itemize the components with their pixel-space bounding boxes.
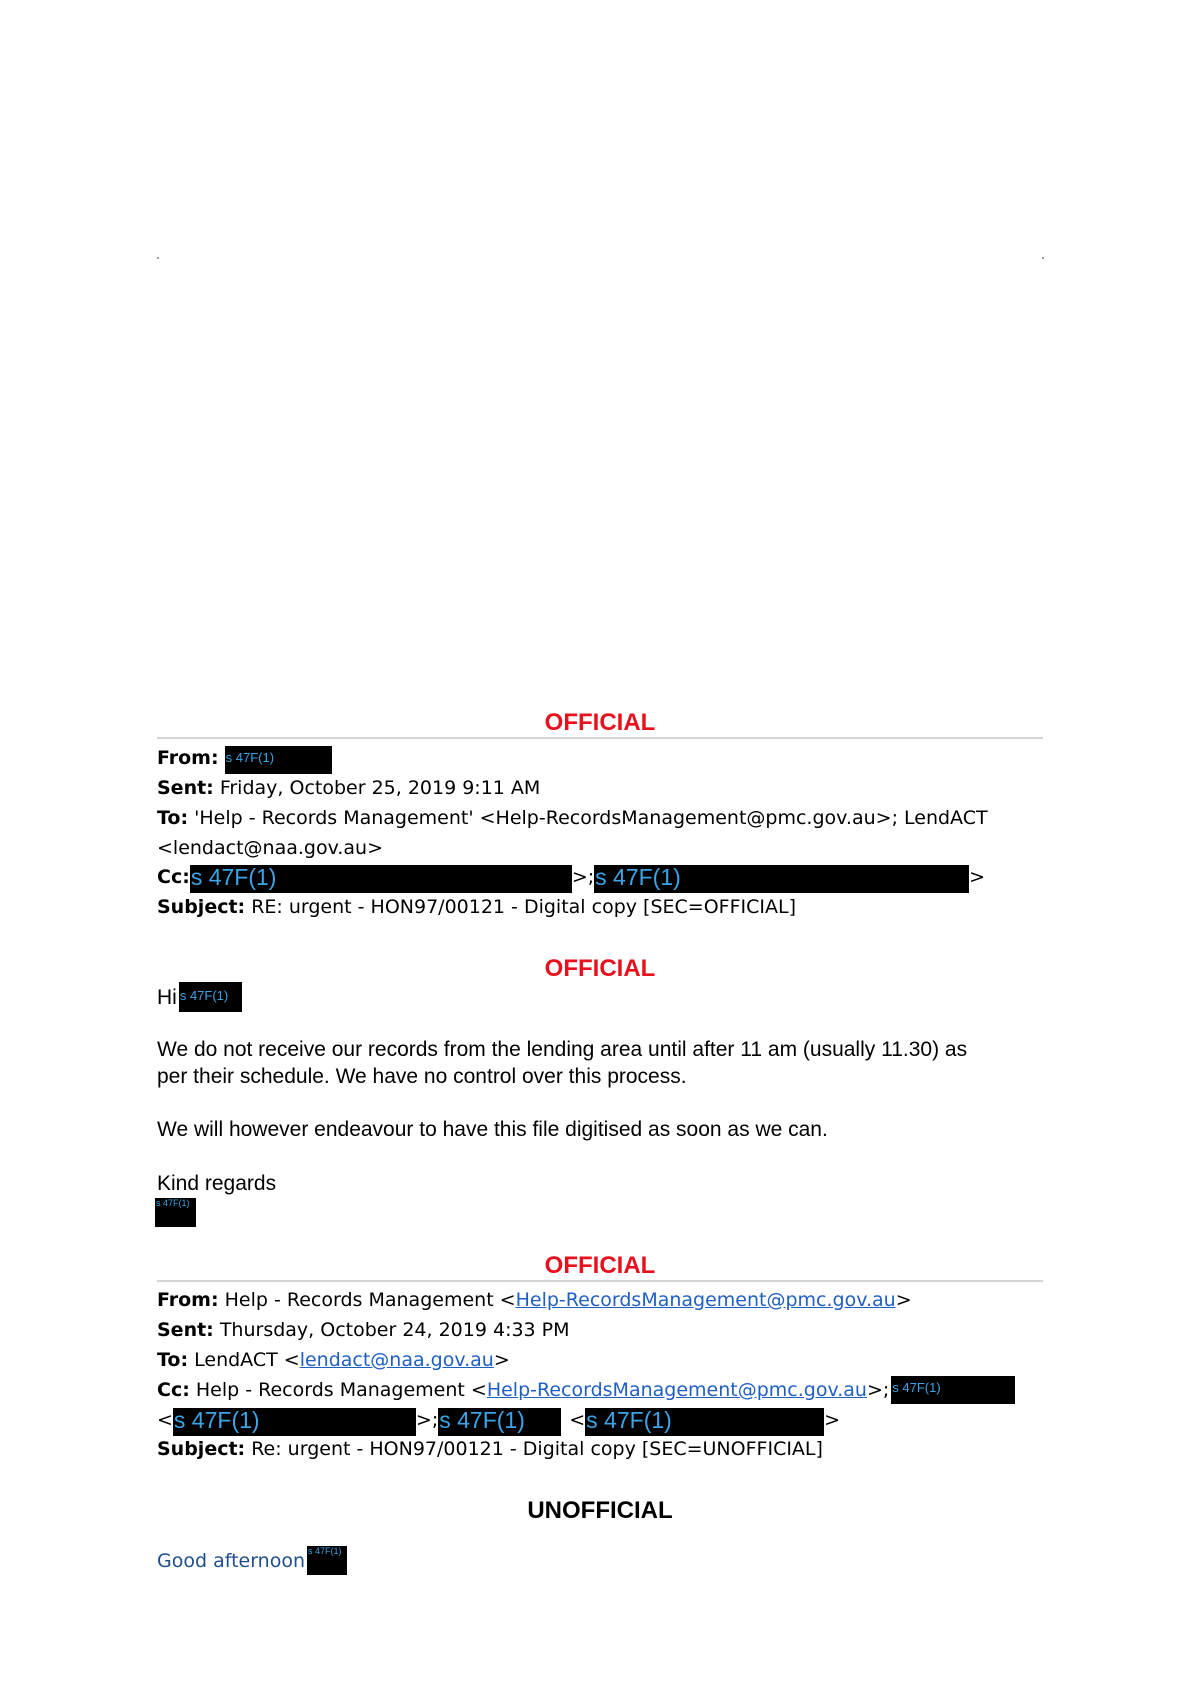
to-label: To: [157,1349,189,1371]
from-label: From: [157,1289,219,1311]
greeting-line-2 [157,1546,347,1579]
email1-to-row [157,806,988,830]
subject-label: Subject: [157,1438,246,1460]
redaction-box: s 47F(1) [438,1408,561,1436]
greeting: Good afternoon [157,1550,306,1572]
email2-subject-row [157,1437,823,1461]
email2-to-row: To: LendACT <lendact@naa.gov.au> [157,1349,510,1371]
redaction-box: s 47F(1) [190,865,572,893]
message-paragraph [157,1036,967,1090]
sent-label: Sent: [157,777,214,799]
subject-value: RE: urgent - HON97/00121 - Digital copy [SEC=OFFICIAL] [251,896,796,918]
cc-label: Cc: [157,866,190,888]
greeting: Hi [157,986,177,1009]
email2-cc-row-continued: < s 47F(1) >; s 47F(1) < s 47F(1) > [157,1408,840,1436]
to-name: LendACT < [194,1349,300,1371]
cc-separator: >; [571,866,595,888]
email1-from-row [157,746,332,774]
email1-subject-row [157,895,796,919]
paragraph-line: We will however endeavour to have this file digitised as soon as we can. [157,1118,828,1141]
message-paragraph [157,1116,828,1143]
subject-value: Re: urgent - HON97/00121 - Digital copy [SEC=UNOFFICIAL] [251,1438,823,1460]
email1-to-row-continued [157,836,383,860]
signature-redaction [155,1198,196,1227]
sent-value: Thursday, October 24, 2019 4:33 PM [219,1319,570,1341]
security-marking-official: OFFICIAL [544,709,656,736]
page-corner-mark-left [157,257,159,259]
redaction-box: s 47F(1) [225,746,332,774]
security-marking-official: OFFICIAL [544,955,656,982]
cc-label: Cc: [157,1379,190,1401]
sent-label: Sent: [157,1319,214,1341]
greeting-line [157,984,242,1014]
security-marking-official: OFFICIAL [544,1252,656,1279]
redaction-box: s 47F(1) [173,1408,416,1436]
page-corner-mark-right [1042,257,1044,259]
paragraph-line: per their schedule. We have no control over this process. [157,1065,687,1088]
sent-value: Friday, October 25, 2019 9:11 AM [219,777,541,799]
redaction-box: s 47F(1) [307,1546,347,1575]
subject-label: Subject: [157,896,246,918]
email2-cc-row: Cc: Help - Records Management <Help-RecordsManagement@pmc.gov.au>; s 47F(1) [157,1378,1015,1406]
from-label: From: [157,747,219,769]
from-name: Help - Records Management < [224,1289,516,1311]
header-divider [157,737,1043,739]
email1-sent-row [157,776,540,800]
signoff: Kind regards [157,1172,277,1195]
from-email-link[interactable]: Help-RecordsManagement@pmc.gov.au [515,1289,896,1311]
to-value-continued: <lendact@naa.gov.au> [157,837,383,859]
security-marking-unofficial: UNOFFICIAL [527,1497,673,1524]
redaction-box: s 47F(1) [155,1198,196,1227]
to-email-link[interactable]: lendact@naa.gov.au [299,1349,494,1371]
cc-email-link[interactable]: Help-RecordsManagement@pmc.gov.au [486,1379,867,1401]
redaction-box: s 47F(1) [594,865,969,893]
paragraph-line: We do not receive our records from the lending area until after 11 am (usually 11.30) as [157,1038,968,1061]
to-label: To: [157,807,189,829]
redaction-box: s 47F(1) [179,982,242,1012]
redaction-box: s 47F(1) [891,1376,1015,1404]
email2-from-row: From: Help - Records Management <Help-RecordsManagement@pmc.gov.au> [157,1289,912,1311]
email1-cc-row [157,865,985,893]
header-divider [157,1280,1043,1282]
cc-name: Help - Records Management < [195,1379,487,1401]
redaction-box: s 47F(1) [585,1408,824,1436]
to-value: 'Help - Records Management' <Help-RecordsManagement@pmc.gov.au>; LendACT [194,807,988,829]
email2-sent-row [157,1318,570,1342]
cc-close: > [969,866,986,888]
